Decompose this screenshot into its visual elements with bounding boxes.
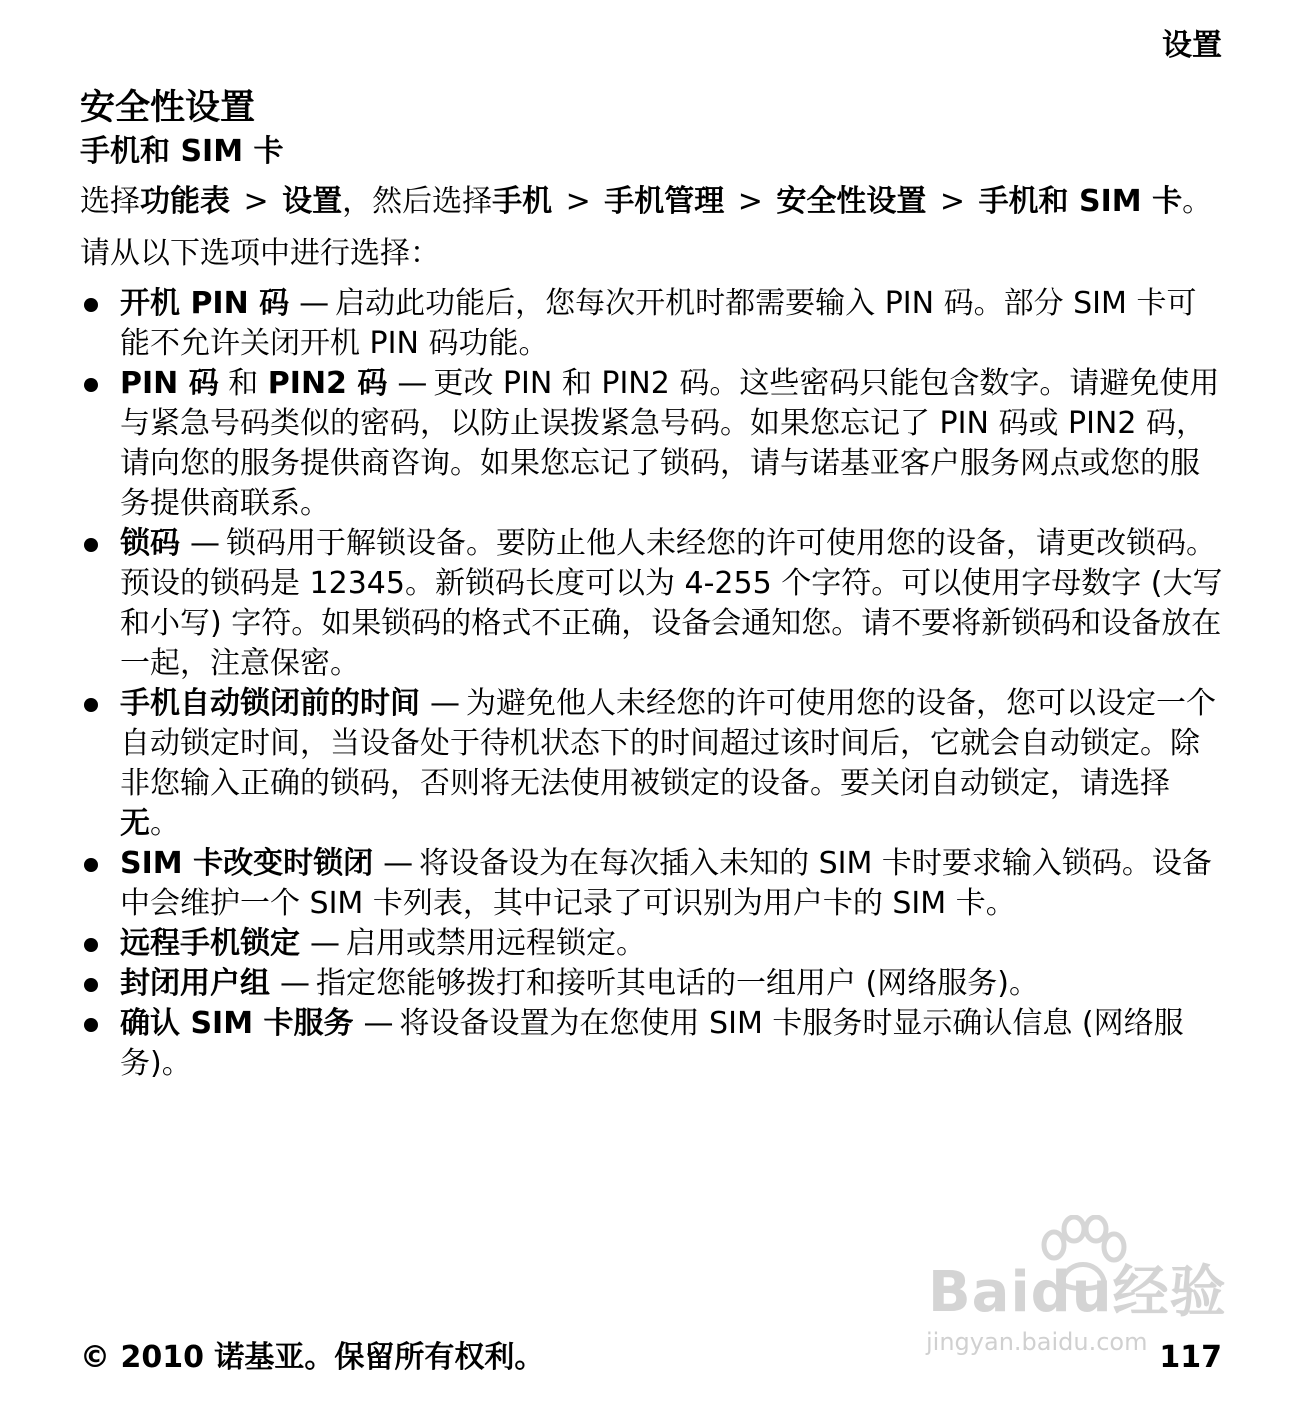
bullet-icon — [84, 978, 98, 992]
option-remote-lock — [80, 924, 1224, 964]
bullet-icon — [84, 1018, 98, 1032]
page-content — [80, 84, 1224, 1084]
option-desc: 为避免他人未经您的许可使用您的设备，您可以设定一个自动锁定时间，当设备处于待机状态下的时间超过该时间后，它就会自动锁定。除非您输入正确的锁码，否则将无法使用被锁定的设备。要关闭自动锁定，请选择 — [120, 686, 1216, 801]
menu-item-menu: 功能表 — [140, 184, 230, 219]
path-separator: > — [565, 184, 591, 219]
em-dash: — — [190, 526, 220, 561]
option-term: PIN 码 — [120, 366, 219, 401]
option-term: 远程手机锁定 — [120, 926, 300, 961]
path-separator: > — [737, 184, 763, 219]
option-emphasis: 无 — [120, 806, 150, 841]
watermark-url: jingyan.baidu.com — [926, 1328, 1148, 1356]
watermark-brand-jingyan: 经验 — [1112, 1260, 1227, 1325]
option-term: SIM 卡改变时锁闭 — [120, 846, 374, 881]
em-dash: — — [383, 846, 414, 881]
intro-text: 请从以下选项中进行选择： — [80, 236, 440, 271]
options-list — [80, 284, 1224, 1084]
running-header: 设置 — [1162, 28, 1222, 63]
bullet-icon — [84, 298, 98, 312]
option-term-2: PIN2 码 — [267, 366, 388, 401]
option-desc: 启动此功能后，您每次开机时都需要输入 PIN 码。部分 SIM 卡可能不允许关闭开机 PIN 码功能。 — [120, 286, 1197, 361]
bullet-icon — [84, 378, 98, 392]
option-term: 开机 PIN 码 — [120, 286, 290, 321]
bullet-icon — [84, 938, 98, 952]
option-closed-user-group — [80, 964, 1224, 1004]
option-desc-end: 。 — [150, 806, 180, 841]
menu-item-settings: 设置 — [282, 184, 343, 219]
option-desc: 锁码用于解锁设备。要防止他人未经您的许可使用您的设备，请更改锁码。预设的锁码是 12345。新锁码长度可以为 4-255 个字符。可以使用字母数字 (大写和小写) 字符。如果锁码的格式不正确，设备会通知您。请不要将新锁码和设备放在一起，注意保密。 — [120, 526, 1223, 681]
path-separator: > — [939, 184, 966, 219]
watermark-brand-du: du — [1030, 1260, 1113, 1325]
em-dash: — — [363, 1006, 394, 1041]
menu-path-prefix: 选择 — [80, 184, 140, 219]
em-dash: — — [299, 286, 330, 321]
em-dash: — — [310, 926, 340, 961]
menu-item-phone: 手机 — [492, 184, 553, 219]
paw-icon — [1034, 1215, 1130, 1293]
menu-item-phone-mgmt: 手机管理 — [604, 184, 725, 219]
option-term: 确认 SIM 卡服务 — [120, 1006, 354, 1041]
path-separator: > — [243, 184, 269, 219]
option-desc: 指定您能够拨打和接听其电话的一组用户 (网络服务)。 — [316, 966, 1039, 1001]
option-desc: 启用或禁用远程锁定。 — [346, 926, 646, 961]
bullet-icon — [84, 858, 98, 872]
bullet-icon — [84, 698, 98, 712]
option-desc: 更改 PIN 和 PIN2 码。这些密码只能包含数字。请避免使用与紧急号码类似的密码，以防止误拨紧急号码。如果您忘记了 PIN 码或 PIN2 码，请向您的服务提供商咨询。如果您忘记了锁码，请与诺基亚客户服务网点或您的服务提供商联系。 — [120, 366, 1220, 521]
option-sim-change-lock — [80, 844, 1224, 924]
page-number: 117 — [1159, 1340, 1222, 1375]
em-dash: — — [280, 966, 310, 1001]
copyright-footer: © 2010 诺基亚。保留所有权利。 — [80, 1340, 545, 1375]
option-term: 锁码 — [120, 526, 180, 561]
em-dash: — — [430, 686, 460, 721]
watermark-brand — [928, 1261, 1227, 1325]
em-dash: — — [397, 366, 428, 401]
option-lock-code — [80, 524, 1224, 684]
option-pin-codes — [80, 364, 1224, 524]
option-term: 封闭用户组 — [120, 966, 270, 1001]
menu-item-security: 安全性设置 — [776, 184, 927, 219]
option-desc: 将设备设为在每次插入未知的 SIM 卡时要求输入锁码。设备中会维护一个 SIM 卡列表，其中记录了可识别为用户卡的 SIM 卡。 — [120, 846, 1212, 921]
menu-path-suffix: 。 — [1182, 184, 1213, 219]
menu-path-middle: ，然后选择 — [342, 184, 493, 219]
bullet-icon — [84, 538, 98, 552]
menu-path — [80, 182, 1224, 222]
subsection-title: 手机和 SIM 卡 — [80, 134, 284, 169]
option-term: 手机自动锁闭前的时间 — [120, 686, 420, 721]
option-confirm-sim-services — [80, 1004, 1224, 1084]
watermark-brand-bai: Bai — [928, 1260, 1031, 1325]
option-autolock-period — [80, 684, 1224, 844]
menu-item-phone-sim: 手机和 SIM 卡 — [978, 184, 1183, 219]
option-power-on-pin — [80, 284, 1224, 364]
option-joiner: 和 — [228, 366, 259, 401]
section-title: 安全性设置 — [80, 88, 256, 128]
option-desc: 将设备设置为在您使用 SIM 卡服务时显示确认信息 (网络服务)。 — [120, 1006, 1184, 1081]
